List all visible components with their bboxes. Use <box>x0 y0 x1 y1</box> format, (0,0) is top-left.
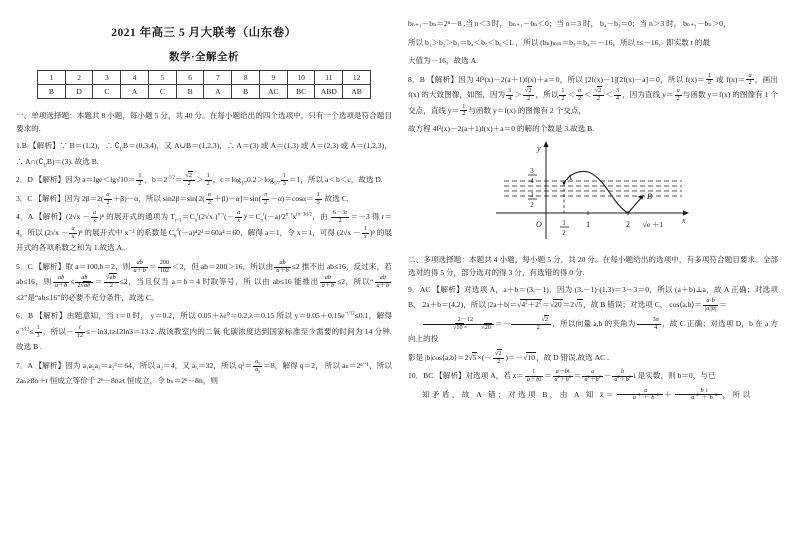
fraction-one-third: $\frac{1}{3}$ <box>36 323 40 339</box>
solution-text: B)＝(3). 故选 B. <box>46 156 99 166</box>
solution-text: ＜ <box>584 90 592 99</box>
question-label: 1.B <box>16 141 27 151</box>
solution-item-10 <box>408 368 778 384</box>
answer-cell: B <box>232 85 260 99</box>
answer-cell: A <box>121 85 149 99</box>
fraction-sqrt2-over-2: $\frac{√2}{2}$ <box>593 88 605 102</box>
fraction-one-half: $\frac{1}{2}$ <box>707 71 712 87</box>
solution-item-3 <box>16 191 392 207</box>
section-heading-single-choice: 一、单项选择题：本题共 8 小题，每小题 5 分，共 40 分。在每小题给出的四个选项中，只有一个选项是符合题目要求的. <box>16 111 392 134</box>
fraction-b-over-a2-plus-b2: $\frac{b}{a^2+b^2}$ <box>614 368 631 384</box>
solution-text: ＋β)－α]＝sin( <box>214 193 262 203</box>
fraction-three-quarters: $\frac{3}{4}$ <box>508 87 512 102</box>
question-label: 8．B <box>407 74 425 84</box>
x-tick-label-two: 2 <box>625 219 630 229</box>
fraction-three-pi-over-4: $\frac{3\pi}{4}$ <box>637 317 661 331</box>
fraction-ab-over-a-plus-b: $\frac{ab}{a+b}$ <box>133 258 146 274</box>
function-graph-figure <box>490 139 696 243</box>
figure-container <box>408 139 778 243</box>
solution-item-2 <box>16 172 392 188</box>
answer-cell: B <box>176 85 204 99</box>
solution-item-8 <box>408 72 778 119</box>
question-number-cell: 5 <box>148 71 176 85</box>
question-number-cell: 6 <box>176 71 204 85</box>
subscript: n <box>194 218 198 224</box>
fraction-200-over-102: $\frac{200}{102}$ <box>159 258 170 274</box>
solution-text: (－a)ʳ2 <box>264 212 286 222</box>
answer-cell: AC <box>259 85 287 99</box>
solution-text: ＝ <box>542 300 550 310</box>
fraction-a-over-a2-plus-b2: $\frac{a}{a^2+b^2}$ <box>584 368 601 384</box>
solution-item-7-continued-line3 <box>408 53 778 69</box>
solution-text: －α)＝cosα＝ <box>270 193 314 203</box>
analysis-tag: 【解析】 <box>28 141 60 151</box>
solution-text: 0.2＞log <box>246 175 274 185</box>
analysis-tag: 【解析】 <box>34 193 65 203</box>
fraction-sqrt2-over-2: $\frac{√2}{2}$ <box>183 173 195 187</box>
fraction-three-quarters: $\frac{3}{4}$ <box>615 87 620 102</box>
section-heading-multiple-choice: 二、多项选择题：本题共 4 小题，每小题 5 分，共 20 分。在每小题给出的选项中，有多项符合题目要求。全部选对的得 5 分，部分选对的得 3 分，有选错的得 0 分. <box>407 254 778 277</box>
table-row-answers <box>37 85 370 99</box>
solution-text: ≤2，所以“ <box>337 277 374 287</box>
x-tick-label-one: 1 <box>585 219 590 229</box>
solution-text: ，因为直线 <box>622 90 661 99</box>
solution-text: 对选项 A，若 z＝ <box>465 371 524 381</box>
right-column <box>398 10 786 554</box>
solution-item-9 <box>408 282 778 313</box>
solution-text: ＝ <box>94 277 104 287</box>
solution-text: 对选项 A，a＋b＝(3,－1)，因为 (3,－1)·(1,3)＝3－3＝0，所以 (a＋b)⊥a，故 A <box>463 284 730 294</box>
solution-text: 或 f(x)＝ <box>716 74 746 84</box>
solution-text: ab≤16，反过来，若 ab≤16，则 <box>16 261 392 287</box>
solution-text: ，故 B 错误；对选项 <box>583 300 653 310</box>
y-tick-label-one-half-numerator: 1 <box>530 190 534 199</box>
solution-item-9-line4 <box>408 316 778 347</box>
solution-text: 与函数 y＝f(x) 的图像有 2 个交点， <box>468 105 587 115</box>
answer-cell: C <box>93 85 121 99</box>
question-label: 4．A <box>16 212 33 222</box>
question-number-cell: 9 <box>259 71 287 85</box>
solution-text: )ⁿ 的展开式的各项系数之和为 1.故选 A。 <box>16 227 392 253</box>
solution-text: ＝1，所以 <box>288 175 324 185</box>
solution-text: 正确；对选项 B， 2a＋b＝(4,2)，所以 |2a＋b|＝ <box>407 284 778 310</box>
function-graph-svg <box>490 139 696 243</box>
question-number-cell: 11 <box>315 71 343 85</box>
solution-text: (－ <box>224 212 235 222</box>
fraction-sqrt2-over-2: $\frac{√2}{2}$ <box>523 88 535 102</box>
solution-item-8-line4 <box>408 121 778 137</box>
fraction-6-minus-3r-over-2: $\frac{6-3r}{2}$ <box>332 209 348 225</box>
fraction-alpha-over-2: $\frac{\alpha}{2}$ <box>207 190 212 206</box>
solution-text: ＝ <box>148 261 157 271</box>
fraction-ab-over-2-sqrt-ab: $\frac{ab}{2√ab}$ <box>75 275 93 289</box>
exponent: −t/12 <box>19 327 30 333</box>
solution-text: C， cos⟨a,b⟩＝ <box>654 300 702 310</box>
question-number-cell: 10 <box>287 71 315 85</box>
y-tick-label-three-quarters-numerator: 3 <box>530 166 534 175</box>
y-tick-label-three-quarters-denominator: 4 <box>530 176 534 185</box>
solution-item-7-continued-line2 <box>408 35 778 51</box>
exponent: (n−3r)/2 <box>296 212 313 218</box>
y-axis-arrow-icon <box>543 141 548 147</box>
solution-text: ＜ <box>567 90 576 99</box>
analysis-tag: 【解析】 <box>432 284 464 294</box>
point-a-marker <box>563 181 566 184</box>
solution-text: ＋β)－α，所以 sin2β＝sin[2( <box>112 193 205 203</box>
solution-item-4 <box>16 209 392 256</box>
answer-cell: C <box>148 85 176 99</box>
solution-text: 知矛盾，故 A 错；对选项 B，由 A 知 z̄＝ <box>421 389 616 399</box>
solution-text: ≤ <box>70 277 75 287</box>
fraction-1-over-x: $\frac{1}{x}$ <box>363 224 367 240</box>
solution-text: 化碳浓度达到国家标准至少需要的时间为 14 分钟.故选 B . <box>16 326 392 352</box>
point-b-label: B <box>646 191 652 201</box>
solution-item-10-line2 <box>408 387 778 403</box>
log-base: 1/7 <box>240 181 247 187</box>
point-a-label: A <box>566 172 572 182</box>
solution-text: 由题意知，当 t＝0 时， y＝0.2，所以 0.05＋λe⁰＝0.2,λ＝0.15 所以 <box>66 311 293 321</box>
solution-text: ，由 <box>312 212 328 222</box>
subscript: n <box>260 218 263 224</box>
solution-text: 取 a＝100,b＝2，则 <box>65 261 131 271</box>
fraction-bi-over-a2-plus-b2: $\frac{bi}{a^2+b^2}$ <box>675 388 721 402</box>
solution-text: 或 A＝(1,2,3)，∴ A∩(∁ <box>16 141 392 166</box>
solution-text: a＝1，令 x＝1，可得 (2√x － <box>264 227 361 237</box>
fraction-pi-over-2: $\frac{\pi}{2}$ <box>264 190 268 206</box>
solution-text: ，所以 <box>535 90 559 99</box>
solution-text: (－a)⁴2²＝60a⁴＝60，解得 <box>178 227 263 237</box>
solution-text: ≤0.1，解得 e <box>16 311 392 336</box>
fraction-a-over-x: $\frac{a}{x}$ <box>93 209 97 225</box>
answer-key-table <box>37 70 371 99</box>
y-tick-label-one-half-denominator: 2 <box>530 200 534 209</box>
fraction-1-over-a-plus-bi: $\frac{1}{a+bi}$ <box>526 368 541 384</box>
analysis-tag: 【解析】 <box>426 74 459 84</box>
left-column <box>8 10 398 554</box>
solution-text: ×(－ <box>477 352 492 362</box>
top-spacer <box>408 10 778 13</box>
fraction-t-over-12: $\frac{t}{12}$ <box>76 323 83 339</box>
y-axis-label: y <box>536 143 541 153</box>
solution-text: ＝ <box>573 371 582 381</box>
solution-text: ≤2，当且仅当 a＝b＝4 时取等号，所 <box>119 277 252 287</box>
solution-text: 大值为－16，故选 A. <box>407 56 478 65</box>
solution-text: 因为 2β＝2( <box>64 193 104 203</box>
sqrt-16-plus-4: $√4^2+2^2$ <box>517 300 542 310</box>
analysis-tag: 【解析】 <box>35 311 67 321</box>
question-number-cell: 12 <box>343 71 371 85</box>
solution-text: ，所以向量 a,b 的夹角为 <box>552 318 636 328</box>
answer-cell: AB <box>343 85 371 99</box>
x-axis-arrow-icon <box>683 210 689 215</box>
question-label: 6．B <box>16 311 34 321</box>
solution-text: ＞ <box>196 175 204 185</box>
question-number-cell: 4 <box>121 71 149 85</box>
fraction-one-half: $\frac{1}{2}$ <box>138 172 142 188</box>
page-title: 2021 年高三 5 月大联考（山东卷） <box>111 27 297 39</box>
solution-text: ≤ <box>29 326 34 336</box>
fraction-ab-over-a-plus-b: $\frac{ab}{a+b}$ <box>276 258 289 274</box>
solution-text: 影是 |b|cos⟨a,b⟩＝2 <box>407 352 469 362</box>
answer-cell: B <box>37 85 65 99</box>
solution-text: 所以 aₙ＝2ⁿ⁻¹，所以 2aₙ≥8n＋t 恒成立等价于 2ⁿ－8n≥t 恒成立，令 bₙ＝2ⁿ－8n，则 <box>16 360 392 386</box>
analysis-tag: 【解析】 <box>34 261 66 271</box>
solution-text: 因为 4f²(x)－2(a＋1)f(x)＋a＝0，所以 [2f(x)－1][2f(x)－a]＝0，所以 f(x)＝ <box>458 74 705 84</box>
exponent: r <box>262 212 265 218</box>
fraction-a-over-2: $\frac{a}{2}$ <box>748 71 752 87</box>
fraction-a-dot-b-over-norms: $\frac{a\cdot b}{|a||b|}$ <box>704 297 717 313</box>
solution-item-1 <box>16 138 392 169</box>
solution-text: ＝－3 得 r＝4，所以 (2√x － <box>16 212 392 237</box>
solution-item-9-line5 <box>408 350 778 366</box>
sqrt-20: √20 <box>549 300 562 310</box>
question-number-cell: 7 <box>204 71 232 85</box>
page-subtitle: 数学·全解全析 <box>168 52 239 63</box>
solution-text: )＝－ <box>505 352 524 362</box>
solution-text: 故方程 4f²(x)－2(a＋1)f(x)＋a＝0 的解的个数是 3.故选 B. <box>407 124 595 133</box>
solution-text: ＜2，但 ab＝200＞16，所以由 <box>172 261 274 271</box>
exponent: −t/12 <box>344 311 355 317</box>
fraction-sqrt2-over-2: $\frac{√2}{2}$ <box>511 317 551 331</box>
question-label: 3．C <box>16 193 33 203</box>
sqrt-5: √5 <box>468 352 477 362</box>
x-axis-label: x <box>681 215 686 225</box>
fraction-one-third: $\frac{1}{3}$ <box>282 172 286 188</box>
solution-text: )ʳ＝C <box>243 212 261 222</box>
solution-text: ≤2 推不出 <box>291 261 325 271</box>
question-number-cell: 2 <box>65 71 93 85</box>
fraction-sqrt2-over-2: $\frac{√2}{2}$ <box>493 351 505 365</box>
solution-text: ＝8，解得 q＝2， <box>263 360 323 370</box>
solution-text: ＝2 <box>562 300 575 310</box>
x-tick-label-one-half-denominator: 2 <box>562 228 566 237</box>
solution-text: B＝(0,3,4)，又 A∪B＝(1,2,3)，∴ A＝(3) 或 A＝(1,3) 或 A＝(2,3) <box>123 141 339 151</box>
solution-text: ＝ <box>543 371 552 381</box>
answer-cell: BC <box>287 85 315 99</box>
solution-text: 与函数 y＝f(x) 的图像有 1 个交点，直线 y＝ <box>407 90 779 115</box>
fraction-a-over-x: $\frac{a}{x}$ <box>237 209 241 225</box>
solution-text: (2√x ) <box>198 212 218 222</box>
answer-cell: ABD <box>315 85 343 99</box>
fraction-a-minus-bi-over-a2-plus-b2: $\frac{a-bi}{a^2+b^2}$ <box>554 368 571 384</box>
fraction-ab-over-a-plus-b: $\frac{ab}{a+b}$ <box>376 274 389 290</box>
solution-text: － <box>603 371 612 381</box>
x-tick-label-one-half-numerator: 1 <box>562 218 566 227</box>
exponent: 4 <box>176 228 179 234</box>
solution-text: ＞ <box>514 90 522 99</box>
solution-text: ，故 C 正确；对选项 D，b 在 a 方向上的投 <box>407 318 779 344</box>
solution-text: ＜ <box>605 90 613 99</box>
solution-text: a＜b＜c，故选 D. <box>324 175 383 185</box>
solution-item-7 <box>16 358 392 389</box>
fraction-one-half: $\frac{1}{2}$ <box>561 87 565 102</box>
exponent: r <box>197 212 199 218</box>
solution-text: ，所以 <box>722 389 753 399</box>
fraction-2-minus-12-over-sqrt10-sqrt20: $\frac{2-12}{√10\times √20}$ <box>423 317 494 331</box>
origin-label: O <box>535 219 542 229</box>
solution-text: ，b＝2 <box>144 175 168 185</box>
fraction-ab-over-a-plus-b: $\frac{ab}{a+b}$ <box>54 274 68 290</box>
solution-text: 因为 a₁a₂a₃＝a₂³＝64，所以 a₂＝4，又 a₅＝32，所以 q³＝ <box>65 360 253 370</box>
analysis-tag: 【解析】 <box>34 360 66 370</box>
solution-item-5 <box>16 259 392 306</box>
analysis-tag: 【解析】 <box>435 371 466 381</box>
solution-text: i 是实数，则 b＝0，与已 <box>633 371 716 381</box>
solution-text: x <box>292 212 297 222</box>
x-tick-label-sqrt-e-plus-1: √e ＋1 <box>642 219 664 229</box>
answer-cell: D <box>65 85 93 99</box>
solution-text: ，故 D 错误.故选 AC . <box>536 352 610 362</box>
solution-text: ，画出 f(x) 的大致图像，如图，因为 <box>407 74 778 99</box>
subscript: U <box>119 147 124 153</box>
solution-text: ＝C <box>181 212 195 222</box>
two-column-layout <box>8 10 786 554</box>
solution-text: 以由 ab≤16 能推出 <box>253 277 319 287</box>
fraction-alpha-over-2: $\frac{\alpha}{2}$ <box>106 190 110 206</box>
question-label: 2．D <box>16 175 33 185</box>
fraction-one-half: $\frac{1}{2}$ <box>206 172 210 188</box>
subscript: 6 <box>173 234 177 240</box>
question-label: 7．A <box>16 360 33 370</box>
question-number-cell: 3 <box>93 71 121 85</box>
solution-text: 因为 a＝lge＜lg√10＝ <box>65 175 136 185</box>
question-label: 9．AC <box>407 284 431 294</box>
solution-text: ≤2”是“ab≤16”的必要不充分条件，故选 C。 <box>16 292 159 302</box>
question-number-cell: 1 <box>37 71 65 85</box>
solution-text: ＝ <box>174 175 183 185</box>
solution-item-6 <box>16 308 392 355</box>
question-label: 10．BC <box>407 371 434 381</box>
solution-text: 故选 C. <box>324 193 349 203</box>
sqrt-10: √10 <box>523 352 536 362</box>
solution-text: ＝－ <box>494 318 511 328</box>
solution-text: ∵ B＝(1,2)，∴ ∁ <box>59 141 120 151</box>
table-row-question-numbers <box>37 71 370 85</box>
solution-item-7-continued <box>408 16 778 32</box>
solution-text: y＝0.05＋0.15e <box>294 311 345 321</box>
fraction-one-half: $\frac{1}{2}$ <box>462 102 466 118</box>
exponent: -1/2 <box>167 175 175 181</box>
solution-text: 所以 b₁＞b₂＞b₃＝b₄＜b₅＜b₆＜L ，所以 (bₙ)ₘᵢₙ＝b₃＝b₄＝－16，所以 t≤－16，即实数 t 的最 <box>407 37 710 47</box>
solution-text: ≤－ln3,t≥12ln3＝13.2 .故该教室内的二氧 <box>85 326 221 336</box>
fraction-a-over-x: $\frac{a}{x}$ <box>71 224 75 240</box>
solution-text: ＋ <box>664 389 675 399</box>
solution-text: bₙ₊₁－bₙ＝2ⁿ－8 ,当 n＜3 时， bₙ₊₁－bₙ＜0；当 n＝3 时， b₄－b₃＝0；当 n＞3 时， bₙ₊₁－bₙ＞0， <box>407 19 731 28</box>
fraction-one-third: $\frac{1}{3}$ <box>316 190 320 206</box>
analysis-tag: 【解析】 <box>34 212 67 222</box>
fraction-a-over-2: $\frac{a}{2}$ <box>578 87 582 102</box>
exponent: n−r <box>285 212 293 218</box>
solution-text: )ⁿ 的展开式中 x⁻² 的系数是 C <box>77 227 174 237</box>
solution-text: y＝ <box>662 90 674 99</box>
exponent: n−r <box>217 212 225 218</box>
solution-text: )ⁿ 的展开式的通项为 T <box>99 212 176 222</box>
sqrt-5: √5 <box>574 300 583 310</box>
fraction-sqrt-ab-over-2: $\frac{√ab}{2}$ <box>104 275 119 289</box>
solution-text: ＝ <box>719 300 727 310</box>
answer-cell: A <box>204 85 232 99</box>
solution-text: ，所以－ <box>42 326 74 336</box>
question-label: 5．C <box>16 261 33 271</box>
subscript: U <box>43 163 47 169</box>
subscript: r+1 <box>175 218 182 224</box>
question-number-cell: 8 <box>232 71 260 85</box>
function-curve-right <box>628 197 642 213</box>
log-base: 1/7 <box>273 181 280 187</box>
fraction-ab-over-a-plus-b: $\frac{ab}{a+b}$ <box>321 274 335 290</box>
function-curve-left <box>564 171 628 213</box>
solution-text: (2√x － <box>66 212 90 222</box>
analysis-tag: 【解析】 <box>34 175 66 185</box>
fraction-a-over-2: $\frac{a}{2}$ <box>676 87 680 102</box>
fraction-a-over-a2-plus-b2: $\frac{a}{a^2+b^2}$ <box>617 388 663 402</box>
solution-text: ，c＝log <box>212 175 241 185</box>
fraction-a5-over-a3: $\frac{a_5}{a_2}$ <box>255 357 261 374</box>
